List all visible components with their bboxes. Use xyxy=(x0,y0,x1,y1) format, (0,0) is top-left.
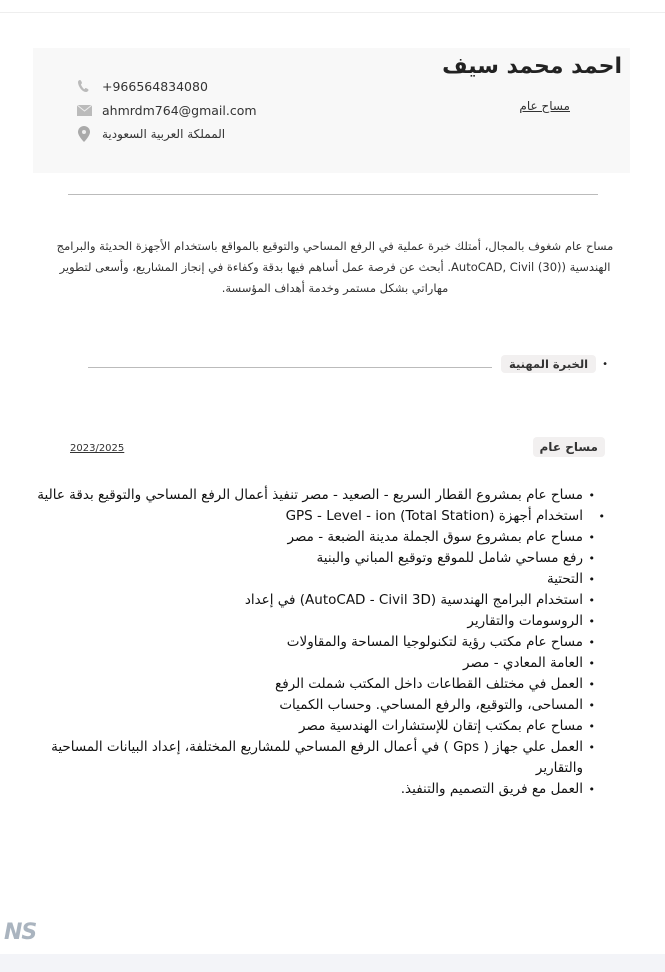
experience-list xyxy=(35,485,595,800)
email-row xyxy=(76,102,257,118)
list-item: • العمل في مختلف القطاعات داخل المكتب شملت الرفع xyxy=(35,674,595,695)
list-item: • استخدام أجهزة (Total Station) GPS - Level - ion xyxy=(35,506,605,527)
list-item: • المساحى، والتوقيع، والرفع المساحي. وحساب الكميات xyxy=(35,695,595,716)
list-item: • العمل مع فريق التصميم والتنفيذ. xyxy=(35,779,595,800)
list-item: • التحتية xyxy=(35,569,595,590)
list-item: • العامة المعادي - مصر xyxy=(35,653,595,674)
candidate-name: احمد محمد سيف xyxy=(442,54,622,79)
watermark-logo: NS xyxy=(4,920,35,945)
email-address[interactable]: ahmrdm764@gmail.com xyxy=(102,102,257,118)
list-item: • مساح عام بمشروع سوق الجملة مدينة الضبعة - مصر xyxy=(35,527,595,548)
list-item: • استخدام البرامج الهندسية (AutoCAD - Civil 3D) في إعداد xyxy=(35,590,595,611)
cv-header xyxy=(33,48,630,173)
section-heading-experience xyxy=(501,355,608,373)
list-item: • العمل علي جهاز ( Gps ) في أعمال الرفع المساحي للمشاريع المختلفة، إعداد البيانات المساحية والتقارير xyxy=(35,737,595,779)
section-title: الخبرة المهنية xyxy=(501,355,596,373)
section-divider xyxy=(88,367,492,368)
job-title: مساح عام xyxy=(519,99,570,113)
top-divider xyxy=(0,12,665,13)
job-title-badge xyxy=(533,436,605,455)
list-item: • مساح عام بمشروع القطار السريع - الصعيد - مصر تنفيذ أعمال الرفع المساحي والتوقيع بدقة عالية xyxy=(35,485,595,506)
page-bottom-band xyxy=(0,954,665,972)
location-row xyxy=(76,126,225,142)
job-position: مساح عام xyxy=(533,437,605,457)
job-date: 2023/2025 xyxy=(70,443,125,454)
phone-row xyxy=(76,78,208,94)
header-divider xyxy=(68,194,598,195)
location-text: المملكة العربية السعودية xyxy=(102,127,226,141)
mail-icon xyxy=(76,102,92,118)
list-item: • مساح عام بمكتب إتقان للإستشارات الهندسية مصر xyxy=(35,716,595,737)
phone-number[interactable]: +966564834080 xyxy=(102,78,208,94)
bullet-icon: • xyxy=(602,358,608,370)
list-item: • الروسومات والتقارير xyxy=(35,611,595,632)
list-item: • مساح عام مكتب رؤية لتكنولوجيا المساحة والمقاولات xyxy=(35,632,595,653)
phone-icon xyxy=(76,78,92,94)
location-pin-icon xyxy=(76,126,92,142)
profile-summary: مساح عام شغوف بالمجال، أمتلك خبرة عملية في الرفع المساحي والتوقيع بالمواقع باستخدام الأجهزة الحديثة والبرامج الهندسية (AutoCAD, Civil (30). أبحث عن فرصة عمل أساهم فيها بدقة وكفاءة في إنجاز المشاريع، وأسعى لتطوير مهاراتي بشكل مستمر وخدمة أهداف المؤسسة. xyxy=(56,239,614,295)
list-item: • رفع مساحي شامل للموقع وتوقيع المباني والبنية xyxy=(35,548,595,569)
